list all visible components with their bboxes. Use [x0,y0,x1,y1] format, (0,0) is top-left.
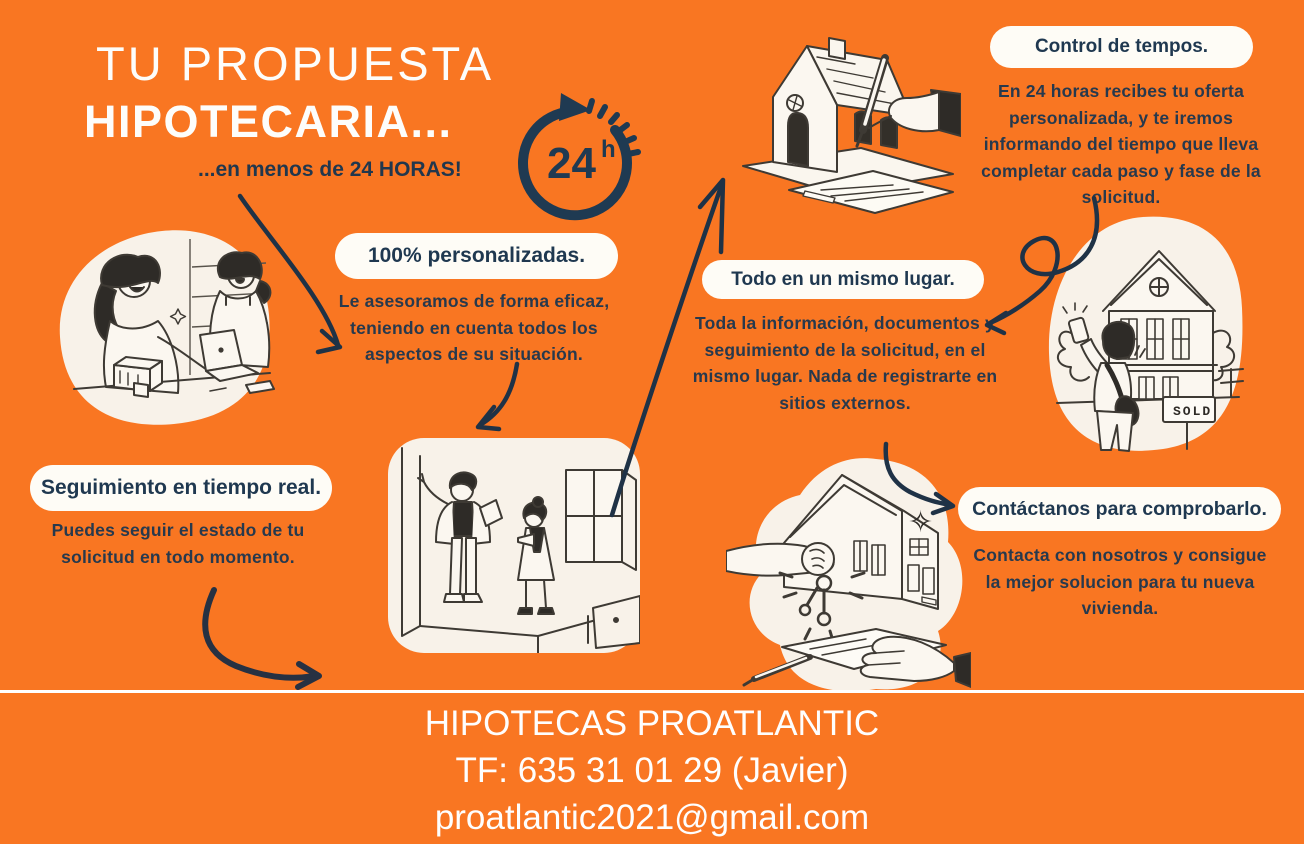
footer-contact-band [0,690,1304,844]
pill-todo-mismo-lugar: Todo en un mismo lugar. [702,260,984,299]
24h-clock-icon [505,85,645,225]
footer-company-name: HIPOTECAS PROATLANTIC [424,704,880,743]
text-contacto: Contacta con nosotros y consigue la mejor solucion para tu nueva vivienda. [973,545,1267,619]
pill-100-personalizadas: 100% personalizadas. [335,233,618,279]
sold-house-selfie-illustration [1043,213,1248,458]
text-control: En 24 horas recibes tu oferta personalizada, y te iremos informando del tiempo que lleva completar cada paso y fase de la solicitud. [981,81,1261,208]
sold-sign-text: SOLD [1173,404,1213,419]
poster-title-line2: HIPOTECARIA... [84,96,453,147]
text-seguimiento: Puedes seguir el estado de tu solicitud en todo momento. [51,520,305,567]
text-lugar: Toda la información, documentos y seguimiento de la solicitud, en el mismo lugar. Nada de registrarte en sitios externos. [692,313,998,413]
text-personalizadas: Le asesoramos de forma eficaz, teniendo en cuenta todos los aspectos de su situación. [338,291,610,365]
sparkle-icon: ✧ [908,506,934,539]
pill-contactanos: Contáctanos para comprobarlo. [958,487,1281,531]
pill-control-de-tempos: Control de tempos. [990,26,1253,68]
footer-email: proatlantic2021@gmail.com [434,798,870,837]
poster-tagline: ...en menos de 24 HORAS! [198,158,462,181]
pill-seguimiento-tiempo-real: Seguimiento en tiempo real. [30,465,332,511]
signing-contract-illustration [733,4,961,219]
advisors-at-desk-illustration [50,225,280,430]
badge-24-unit: h [601,136,616,163]
footer-phone: TF: 635 31 01 29 (Javier) [455,751,849,790]
home-visit-illustration [388,438,640,653]
badge-24-value: 24 [547,139,596,188]
poster-title-line1: TU PROPUESTA [96,37,495,90]
key-handover-illustration [726,447,971,699]
